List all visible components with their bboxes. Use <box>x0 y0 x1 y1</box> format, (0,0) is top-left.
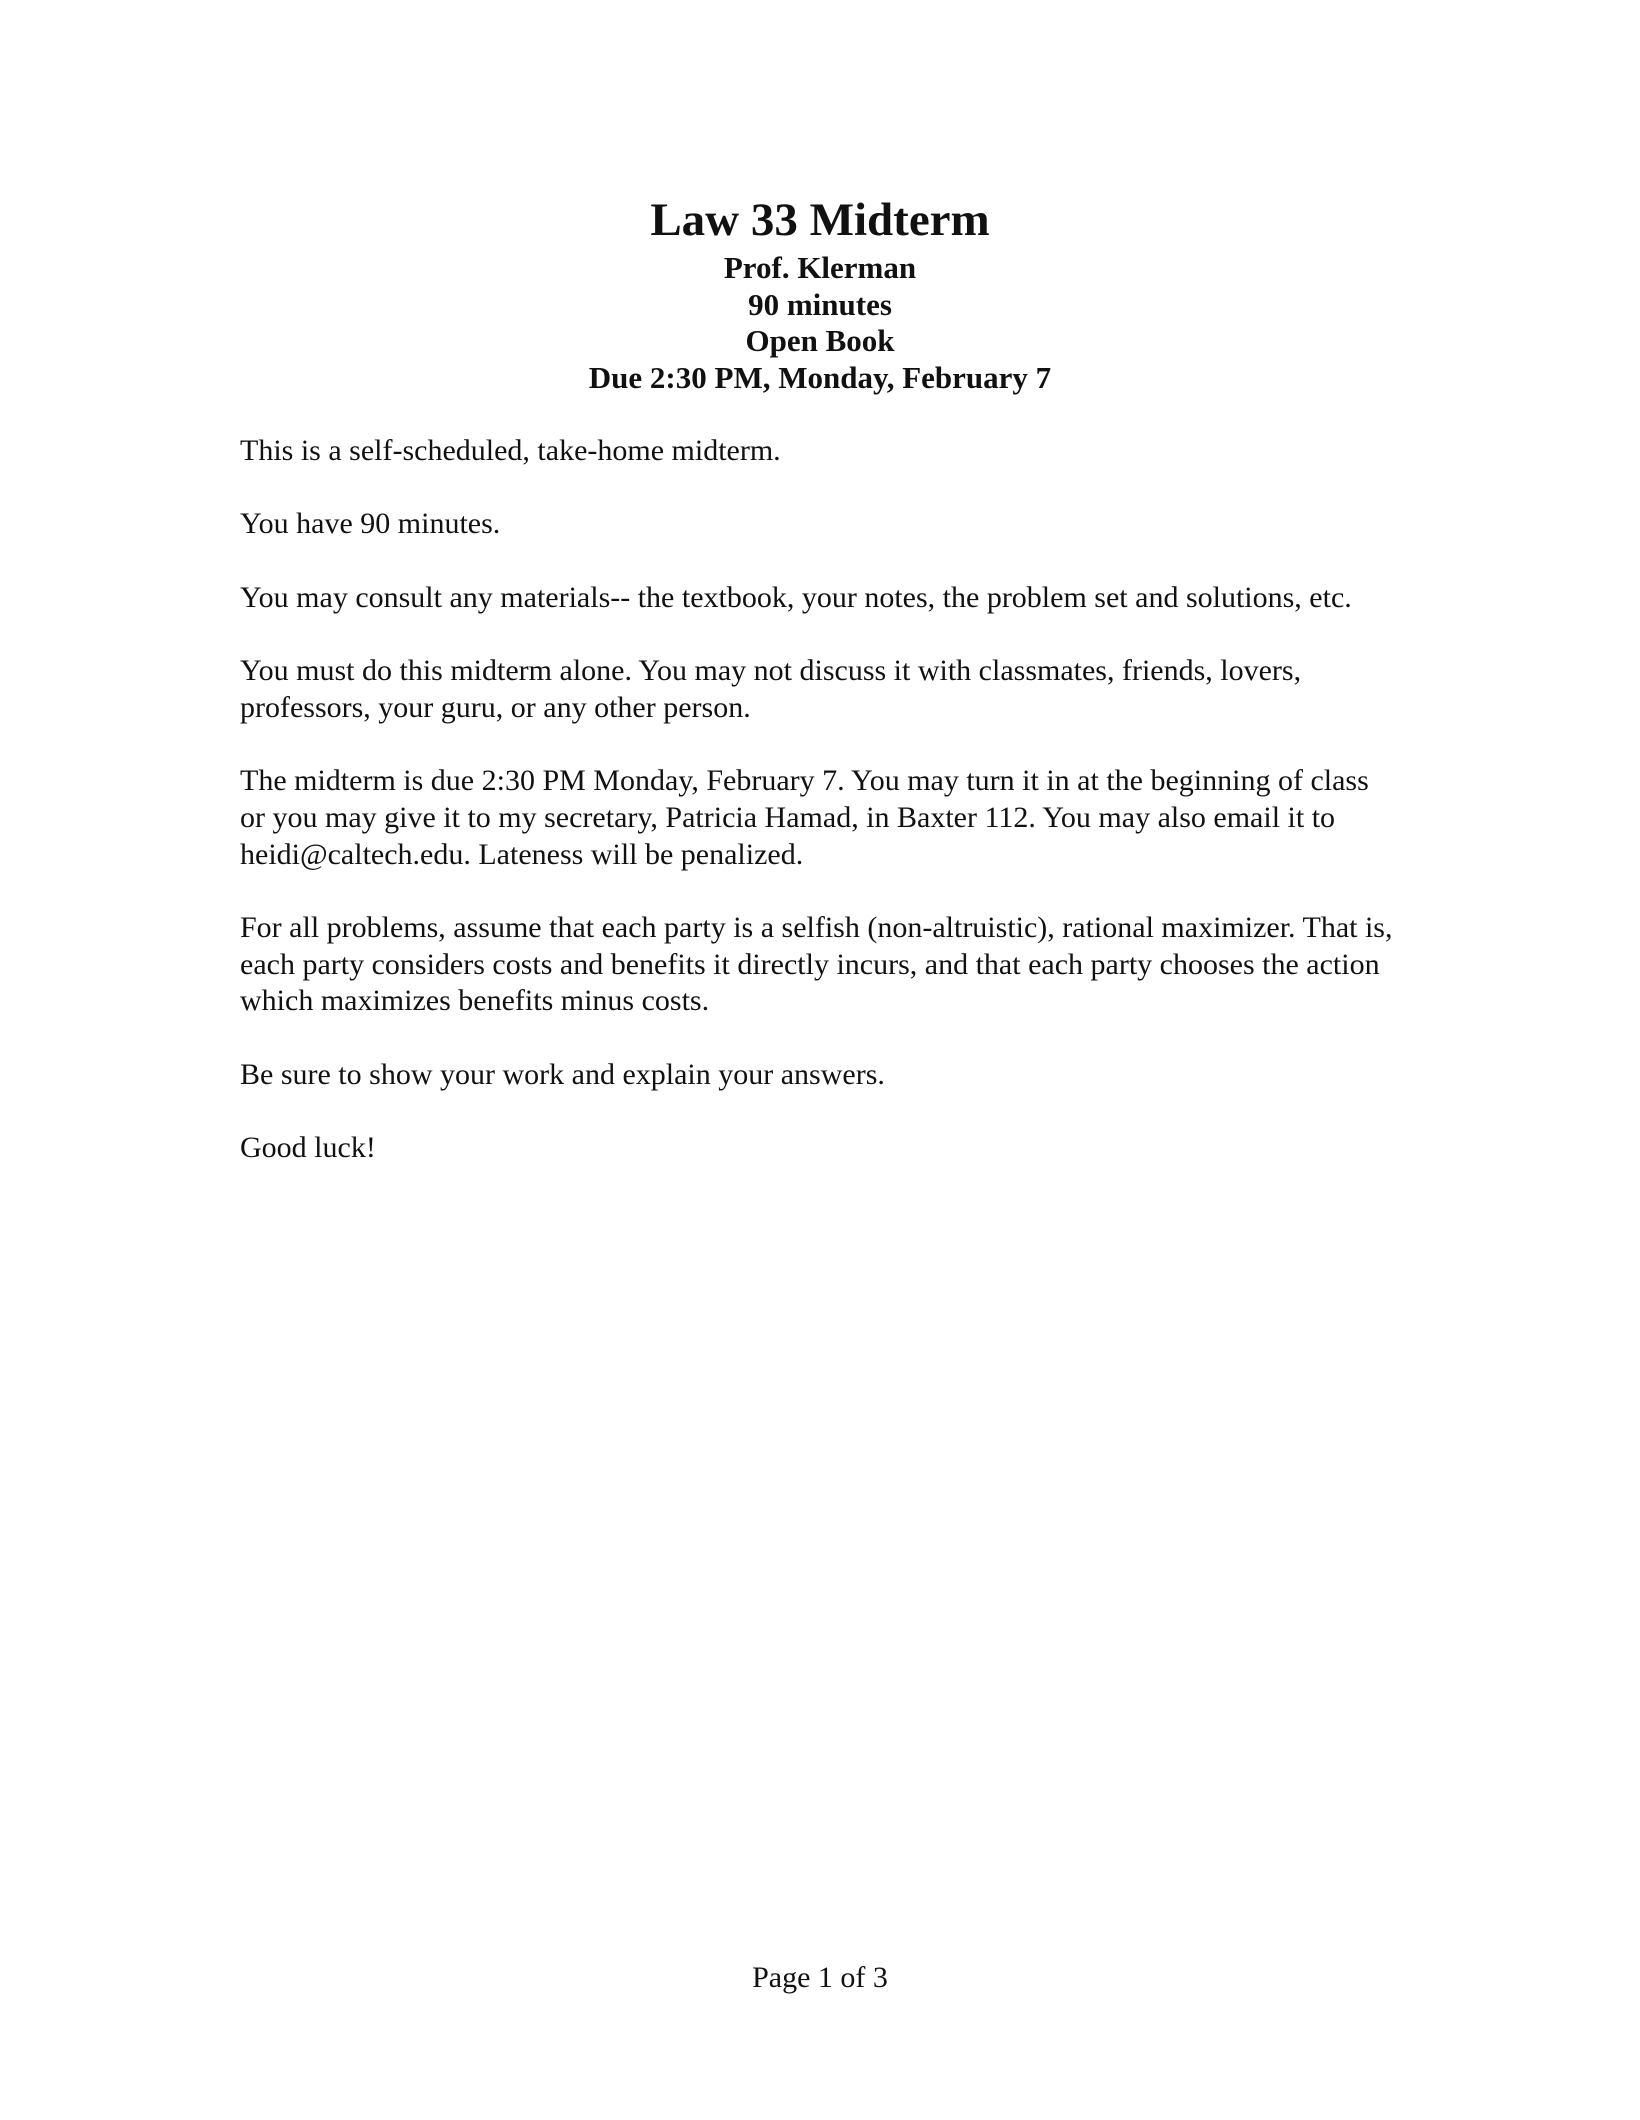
instruction-paragraph-show-work: Be sure to show your work and explain your answers. <box>240 1057 885 1091</box>
instructions-body <box>240 433 1400 1204</box>
due-date: Due 2:30 PM, Monday, February 7 <box>588 359 1052 395</box>
book-policy: Open Book <box>745 323 895 358</box>
exam-duration: 90 minutes <box>748 286 892 322</box>
instruction-paragraph-time-limit: You have 90 minutes. <box>240 507 501 541</box>
exam-title: Law 33 Midterm <box>650 194 990 246</box>
page-number: Page 1 of 3 <box>752 1961 888 1994</box>
professor-name: Prof. Klerman <box>723 250 917 285</box>
instruction-paragraph-work-alone: You must do this midterm alone. You may not discuss it with classmates, friends, lovers, professors, your guru, or any other person. <box>240 654 1302 724</box>
instruction-paragraph-submission: The midterm is due 2:30 PM Monday, February 7. You may turn it in at the beginning of class or you may give it to my secretary, Patricia Hamad, in Baxter 112. You may also email it to heidi@caltech.edu. Lateness will be penalized. <box>240 764 1369 871</box>
exam-header <box>0 192 1640 396</box>
instruction-paragraph-self-scheduled: This is a self-scheduled, take-home midterm. <box>240 434 781 467</box>
instruction-paragraph-good-luck: Good luck! <box>240 1131 376 1165</box>
instruction-paragraph-assumptions: For all problems, assume that each party is a selfish (non-altruistic), rational maximizer. That is, each party considers costs and benefits it directly incurs, and that each party chooses the action which maximizes benefits minus costs. <box>240 911 1393 1018</box>
instruction-paragraph-materials: You may consult any materials-- the textbook, your notes, the problem set and solutions, etc. <box>240 580 1352 614</box>
